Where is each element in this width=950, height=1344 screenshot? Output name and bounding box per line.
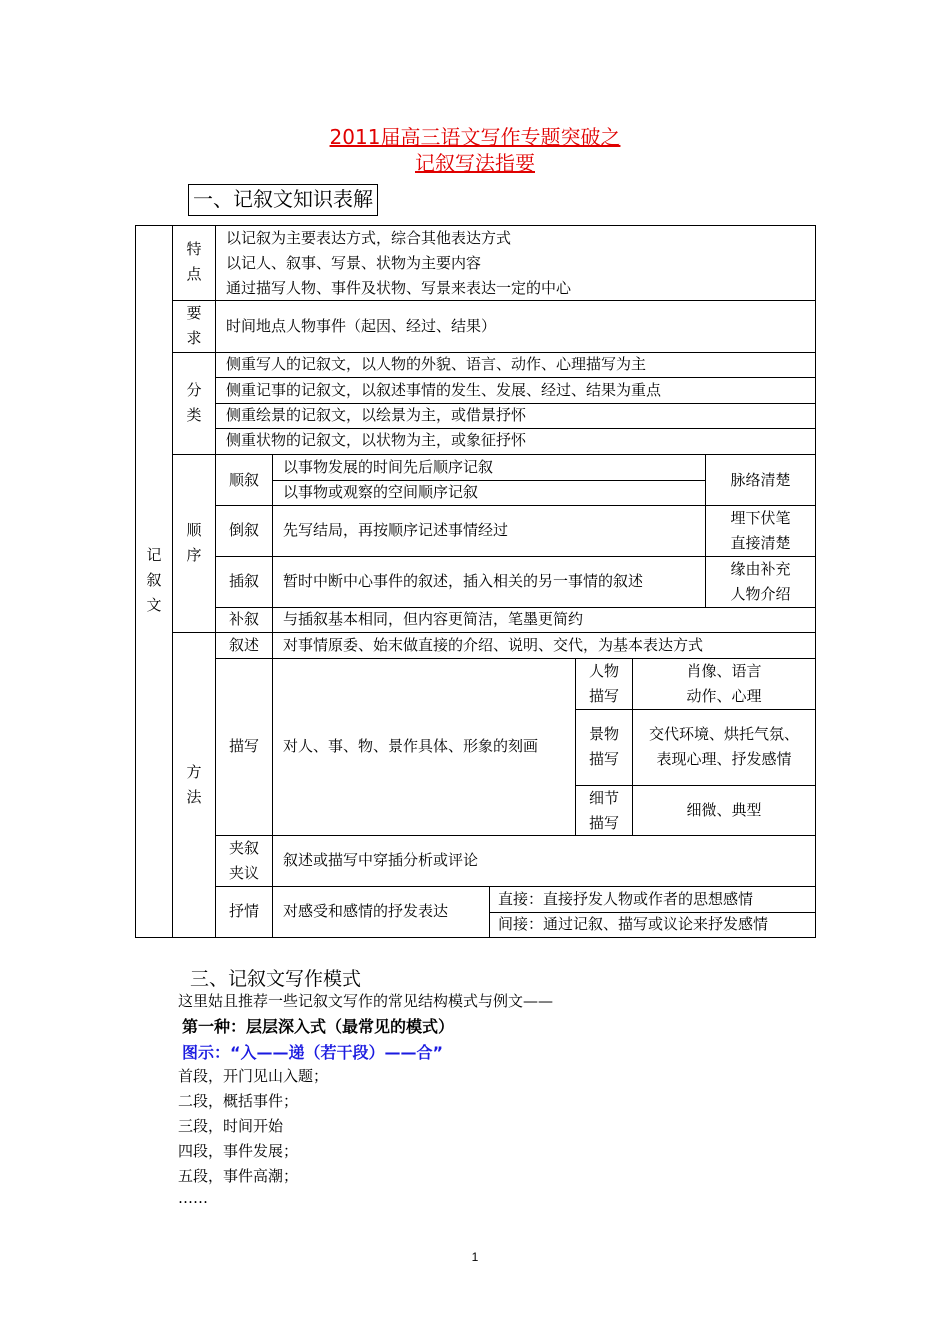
table-rule	[272, 632, 273, 938]
shunxu-row: 以事物发展的时间先后顺序记叙	[283, 458, 494, 476]
chaxu-effect: 缘由补充 人物介绍	[730, 560, 791, 603]
diagram-text: 图示：“入——递（若干段）——合”	[182, 1043, 444, 1062]
miaoxie-type-text: 细微、典型	[686, 801, 762, 819]
chaxu-label: 插叙	[228, 572, 259, 590]
jiaxu-label: 夹叙 夹议	[228, 839, 259, 882]
miaoxie-type-label: 人物 描写	[588, 662, 619, 705]
shuqing-direct: 直接：直接抒发人物或作者的思想感情	[498, 890, 754, 908]
doc-title-line1: 2011届高三语文写作专题突破之	[329, 125, 621, 149]
table-rule	[575, 709, 816, 710]
tedian-line: 通过描写人物、事件及状物、写景来表达一定的中心	[226, 279, 572, 297]
doc-title-line2: 记叙写法指要	[415, 151, 535, 175]
fangfa-label: 方 法	[186, 763, 202, 806]
xushu-label: 叙述	[228, 636, 259, 654]
shuqing-label: 抒情	[228, 902, 259, 920]
miaoxie-type-label: 景物 描写	[588, 725, 619, 768]
table-rule	[135, 937, 816, 938]
shunxu-sub-label: 顺叙	[228, 471, 259, 489]
fenlei-row: 侧重记事的记叙文，以叙述事情的发生、发展、经过、结果为重点	[226, 381, 662, 399]
fenlei-label: 分 类	[186, 381, 202, 424]
tedian-line: 以记叙为主要表达方式，综合其他表达方式	[226, 229, 512, 247]
chaxu-text: 暂时中断中心事件的叙述，插入相关的另一事情的叙述	[283, 572, 644, 590]
shunxu-row: 以事物或观察的空间顺序记叙	[283, 483, 479, 501]
para-line: 首段，开门见山入题；	[178, 1067, 329, 1085]
fenlei-row: 侧重状物的记叙文，以状物为主，或象征抒怀	[226, 431, 527, 449]
buxu-text: 与插叙基本相同，但内容更简洁，笔墨更简约	[283, 610, 584, 628]
yaoqiu-label: 要 求	[186, 304, 202, 347]
para-line: 五段，事件高潮；	[178, 1167, 299, 1185]
daoxu-label: 倒叙	[228, 521, 259, 539]
daoxu-text: 先写结局，再按顺序记述事情经过	[283, 521, 509, 539]
para-line: ……	[178, 1189, 208, 1207]
miaoxie-type-text: 肖像、语言 动作、心理	[686, 662, 762, 705]
fenlei-row: 侧重绘景的记叙文，以绘景为主，或借景抒怀	[226, 406, 527, 424]
shunxu-label: 顺 序	[186, 521, 202, 564]
intro-text: 这里姑且推荐一些记叙文写作的常见结构模式与例文——	[178, 992, 554, 1010]
para-line: 二段，概括事件；	[178, 1092, 299, 1110]
jiaxu-text: 叙述或描写中穿插分析或评论	[283, 851, 479, 869]
miaoxie-type-label: 细节 描写	[588, 789, 619, 832]
table-rule	[172, 454, 816, 455]
tedian-label: 特 点	[186, 240, 202, 283]
root-label: 记 叙 文	[146, 546, 162, 614]
buxu-label: 补叙	[228, 610, 259, 628]
table-rule	[215, 835, 816, 836]
table-rule	[815, 225, 816, 938]
mode1-heading: 第一种：层层深入式（最常见的模式）	[182, 1017, 455, 1036]
xushu-text: 对事情原委、始末做直接的介绍、说明、交代，为基本表达方式	[283, 636, 704, 654]
miaoxie-label: 描写	[228, 737, 259, 755]
shuqing-indirect: 间接：通过记叙、描写或议论来抒发感情	[498, 915, 769, 933]
miaoxie-type-text: 交代环境、烘托气氛、 表现心理、抒发感情	[648, 725, 799, 768]
para-line: 四段，事件发展；	[178, 1142, 299, 1160]
shuqing-text: 对感受和感情的抒发表达	[283, 902, 449, 920]
fenlei-row: 侧重写人的记叙文，以人物的外貌、语言、动作、心理描写为主	[226, 355, 647, 373]
daoxu-effect: 埋下伏笔 直接清楚	[730, 509, 791, 552]
page-number: 1	[471, 1250, 479, 1264]
tedian-line: 以记人、叙事、写景、状物为主要内容	[226, 254, 482, 272]
shunxu-effect: 脉络清楚	[730, 471, 791, 489]
miaoxie-text: 对人、事、物、景作具体、形象的刻画	[283, 737, 539, 755]
para-line: 三段，时间开始	[178, 1117, 284, 1135]
yaoqiu-text: 时间地点人物事件（起因、经过、结果）	[226, 317, 497, 335]
section3-heading: 三、记叙文写作模式	[190, 968, 362, 990]
section1-heading: 一、记叙文知识表解	[188, 184, 378, 216]
